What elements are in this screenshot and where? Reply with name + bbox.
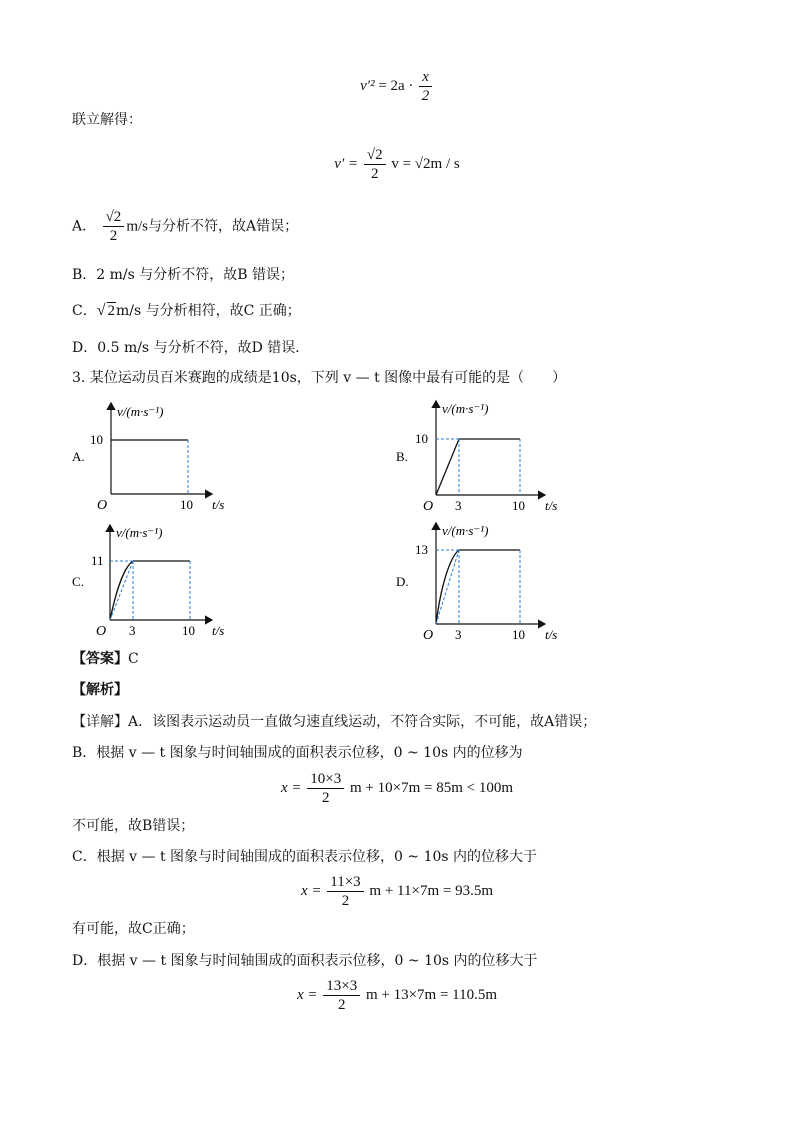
graph-a-vmax: 10 xyxy=(90,432,103,447)
option-c-analysis xyxy=(72,301,301,321)
eq2-rhs: v = √2m / s xyxy=(391,155,460,172)
eq-d-num: 13×3 xyxy=(323,977,360,996)
question-3: 3. 某位运动员百米赛跑的成绩是10s，下列 v — t 图像中最有可能的是（ ） xyxy=(72,370,567,386)
eq-c-lhs: x = xyxy=(300,882,322,899)
vt-graphs xyxy=(0,395,794,645)
eq1-den: 2 xyxy=(421,88,430,104)
eq-b-num: 10×3 xyxy=(307,770,344,789)
opt-a-unit: m/s xyxy=(126,218,148,235)
opt-c-sqrt: 2 xyxy=(107,303,115,319)
eq2-num: √2 xyxy=(364,146,386,165)
answer-tag: 【答案】 xyxy=(72,651,128,667)
eq-b-fraction xyxy=(307,770,344,807)
detail-a: 【详解】A．该图表示运动员一直做匀速直线运动，不符合实际，不可能，故A错误； xyxy=(72,714,597,730)
graph-c-dash-diag xyxy=(110,561,133,620)
opt-a-fraction xyxy=(103,208,125,245)
eq-d-lhs: x = xyxy=(296,986,318,1003)
detail-b: B．根据 v — t 图象与时间轴围成的面积表示位移，0 ~ 10s 内的位移为 xyxy=(72,745,523,761)
graph-a-ylabel: v/(m·s⁻¹) xyxy=(117,404,164,419)
solve-label: 联立解得： xyxy=(72,112,142,128)
graph-c-label: C. xyxy=(72,574,84,589)
graph-d-xlabel: t/s xyxy=(545,627,558,642)
graph-c-tacc: 3 xyxy=(129,623,136,638)
eq-b-rhs: m + 10×7m = 85m < 100m xyxy=(349,779,513,796)
opt-c-text: m/s 与分析相符，故C 正确； xyxy=(116,303,301,319)
answer-line xyxy=(72,649,139,669)
eq2-lhs: v′ = xyxy=(334,155,359,172)
eq2-den: 2 xyxy=(370,166,379,182)
graph-c-vmax: 11 xyxy=(91,553,104,568)
equation-c xyxy=(0,873,794,910)
eq-b-den: 2 xyxy=(322,790,330,806)
eq-c-rhs: m + 11×7m = 93.5m xyxy=(369,882,493,899)
detail-d: D．根据 v — t 图象与时间轴围成的面积表示位移，0 ~ 10s 内的位移大于 xyxy=(72,953,538,969)
opt-a-den: 2 xyxy=(109,228,118,244)
graph-d-tacc: 3 xyxy=(455,627,462,642)
graph-b xyxy=(396,401,557,514)
graph-d-ylabel: v/(m·s⁻¹) xyxy=(442,523,489,538)
graph-d-tend: 10 xyxy=(512,627,525,642)
graph-a-origin: O xyxy=(97,498,108,513)
answer-value: C xyxy=(128,651,139,667)
graph-d xyxy=(396,523,557,643)
conclusion-b: 不可能，故B错误； xyxy=(72,818,195,834)
graph-b-xlabel: t/s xyxy=(545,498,558,513)
graph-b-tend: 10 xyxy=(512,498,525,513)
option-a-analysis xyxy=(72,208,298,245)
eq-d-fraction xyxy=(323,977,360,1014)
eq-d-rhs: m + 13×7m = 110.5m xyxy=(365,986,498,1003)
graph-b-label: B. xyxy=(396,449,408,464)
option-d-analysis: D．0.5 m/s 与分析不符，故D 错误． xyxy=(72,340,310,356)
graph-d-dash-diag xyxy=(436,550,459,624)
equation-v-prime xyxy=(0,146,794,183)
graph-a-label: A. xyxy=(72,449,85,464)
graph-c xyxy=(72,525,224,639)
eq-c-num: 11×3 xyxy=(327,873,363,892)
conclusion-c: 有可能，故C正确； xyxy=(72,921,195,937)
graph-d-label: D. xyxy=(396,574,409,589)
opt-a-num: √2 xyxy=(103,208,125,227)
graph-b-vmax: 10 xyxy=(415,431,428,446)
graph-a-tend: 10 xyxy=(180,497,193,512)
graph-c-origin: O xyxy=(96,624,107,639)
opt-a-prefix: A． xyxy=(72,218,97,235)
eq1-num: x xyxy=(419,68,432,87)
graph-d-origin: O xyxy=(423,628,434,643)
eq-c-den: 2 xyxy=(341,893,350,909)
graph-d-vmax: 13 xyxy=(415,542,428,557)
graph-c-xlabel: t/s xyxy=(212,623,225,638)
graph-b-origin: O xyxy=(423,499,434,514)
graph-a xyxy=(72,403,224,513)
opt-a-text: 与分析不符，故A错误； xyxy=(148,218,299,235)
eq-c-fraction xyxy=(327,873,363,910)
equation-v-prime-squared xyxy=(0,68,794,105)
graph-a-xlabel: t/s xyxy=(212,497,225,512)
option-b-analysis: B．2 m/s 与分析不符，故B 错误； xyxy=(72,267,295,283)
eq1-fraction xyxy=(419,68,432,105)
eq1-op: = 2a · xyxy=(378,77,414,94)
graph-b-tacc: 3 xyxy=(455,498,462,513)
detail-c: C．根据 v — t 图象与时间轴围成的面积表示位移，0 ~ 10s 内的位移大于 xyxy=(72,849,538,865)
graph-c-ylabel: v/(m·s⁻¹) xyxy=(116,525,163,540)
opt-c-radical: √ xyxy=(96,302,106,319)
graph-c-tend: 10 xyxy=(182,623,195,638)
analysis-tag: 【解析】 xyxy=(72,682,128,698)
opt-c-prefix: C． xyxy=(72,303,97,319)
eq-b-lhs: x = xyxy=(280,779,302,796)
eq-d-den: 2 xyxy=(337,997,346,1013)
graph-b-ylabel: v/(m·s⁻¹) xyxy=(442,401,489,416)
equation-b xyxy=(0,770,794,807)
equation-d xyxy=(0,977,794,1014)
graph-b-accel-line xyxy=(436,439,459,495)
eq2-fraction xyxy=(364,146,386,183)
eq1-lhs: v′² xyxy=(360,77,375,94)
